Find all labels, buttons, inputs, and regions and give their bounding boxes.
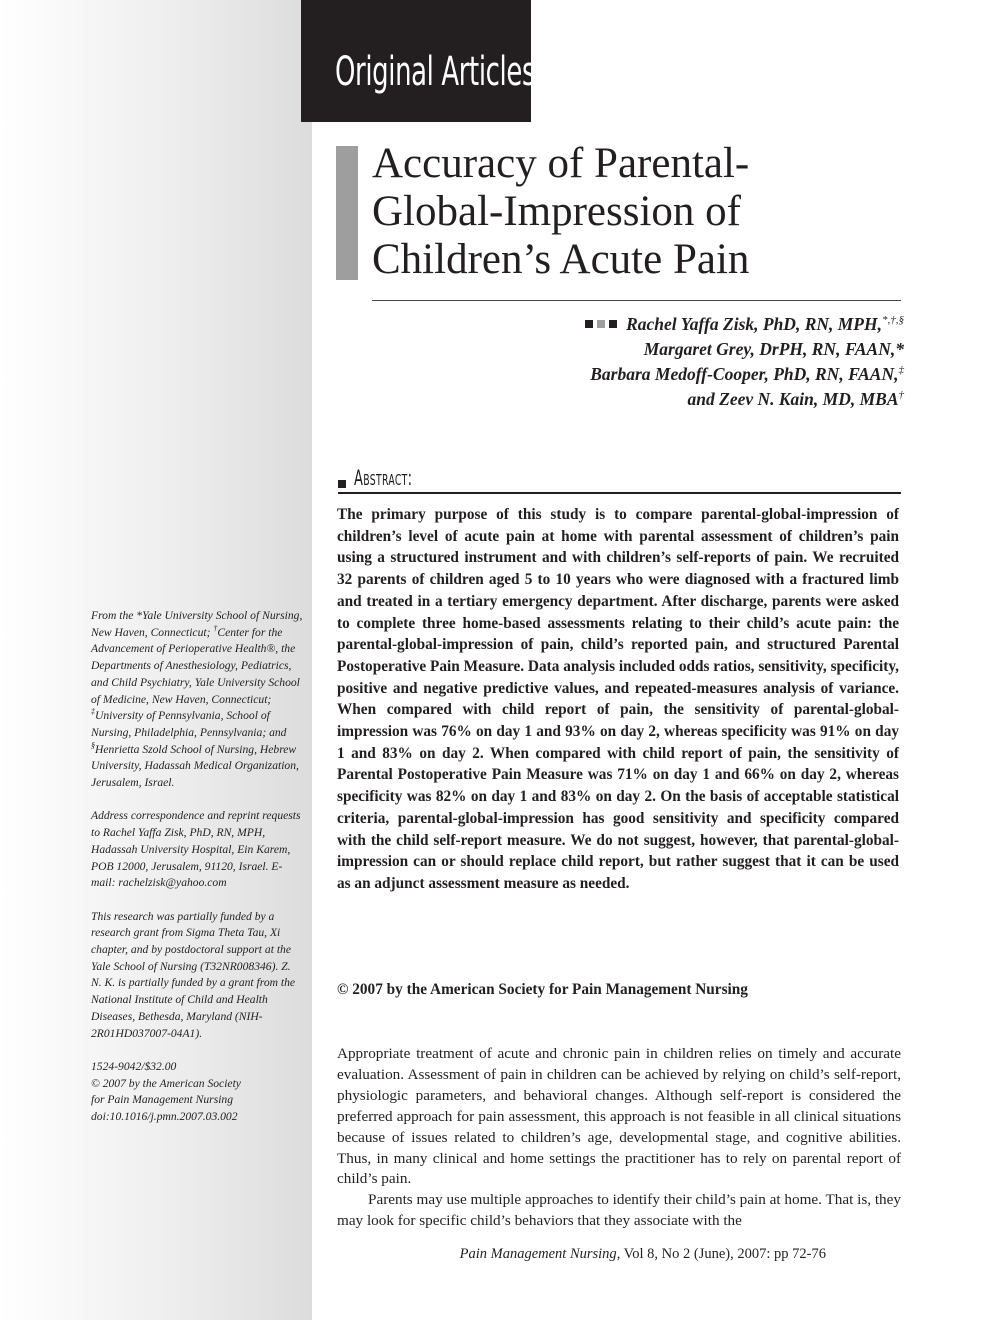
affiliation-mark: § (91, 740, 95, 750)
author-name: Barbara Medoff-Cooper, PhD, RN, FAAN, (590, 364, 899, 384)
bullet-square-icon (609, 320, 617, 328)
citation: , Vol 8, No 2 (June), 2007: pp 72-76 (616, 1246, 826, 1262)
copyright-line: © 2007 by the American Society (91, 1076, 241, 1090)
title-line: Global-Impression of (372, 188, 742, 235)
abstract-copyright: © 2007 by the American Society for Pain Management Nursing (337, 981, 748, 998)
abstract-divider (338, 492, 901, 494)
author-name: Margaret Grey, DrPH, RN, FAAN,* (643, 339, 904, 359)
title-accent-bar (336, 146, 358, 280)
bullet-square-icon (338, 480, 346, 488)
abstract-heading: Abstract: (354, 466, 413, 490)
issn-line: 1524-9042/$32.00 (91, 1059, 177, 1073)
affiliation-text: University of Pennsylvania, School of Nursing, Philadelphia, Pennsylvania; and (91, 709, 287, 739)
section-banner (301, 0, 536, 122)
author-marks: ‡ (898, 364, 904, 377)
author-marks: *,†,§ (882, 314, 904, 327)
journal-name: Pain Management Nursing (459, 1246, 617, 1262)
author-line (585, 312, 904, 337)
affiliation-text: From the *Yale University School of Nursing, New Haven, Connecticut; (91, 609, 303, 639)
sidebar-notes (91, 608, 303, 1126)
article-title (372, 140, 912, 284)
affiliation-mark: ‡ (91, 707, 95, 717)
body-paragraph: Parents may use multiple approaches to identify their child’s pain at home. That is, they may look for specific child’s behaviors that they associate with the (337, 1191, 901, 1230)
bullet-square-icon (585, 320, 593, 328)
correspondence-note: Address correspondence and reprint requests to Rachel Yaffa Zisk, PhD, RN, MPH, Hadassah University Hospital, Ein Karem, POB 12000, Jerusalem, 91120, Israel. E-mail: rachelzisk@yahoo.com (91, 809, 301, 890)
doi-line: doi:10.1016/j.pmn.2007.03.002 (91, 1110, 238, 1124)
bullet-square-icon (597, 320, 605, 328)
title-line: Accuracy of Parental- (372, 140, 750, 187)
affiliations (91, 608, 303, 792)
body-paragraph: Appropriate treatment of acute and chronic pain in children relies on timely and accurate evaluation. Assessment of pain in children can be achieved by relying on child’s self-report, physiologic parameters, and behavioral changes. Although self-report is considered the preferred approach for pain assessment, this approach is not feasible in all clinical situations because of issues related to children’s age, developmental stage, and cognitive abilities. Thus, in many clinical and home settings the practitioner has to rely on parental report of child’s pain. (337, 1045, 901, 1188)
copyright-line: for Pain Management Nursing (91, 1093, 234, 1107)
funding-note: This research was partially funded by a research grant from Sigma Theta Tau, Xi chapter, and by postdoctoral support at the Yale School of Nursing (T32NR008346). Z. N. K. is partially funded by a grant from the National Institute of Child and Health Diseases, Bethesda, Maryland (NIH-2R01HD037007-04A1). (91, 909, 296, 1040)
author-line (585, 337, 904, 362)
affiliation-mark: † (213, 623, 218, 633)
author-name: and Zeev N. Kain, MD, MBA (687, 389, 899, 409)
article-body (337, 1044, 901, 1232)
title-line: Children’s Acute Pain (372, 236, 750, 283)
section-label: Original Articles (335, 49, 536, 95)
page-footer (460, 1246, 826, 1263)
author-marks: † (898, 389, 904, 402)
abstract-header (338, 466, 901, 492)
affiliation-text: Henrietta Szold School of Nursing, Hebrew University, Hadassah Medical Organization, Jerusalem, Israel. (91, 742, 299, 790)
affiliation-text: Center for the Advancement of Perioperative Health®, the Departments of Anesthesiology, Pediatrics, and Child Psychiatry, Yale University School of Medicine, New Haven, Connecticut; (91, 625, 300, 706)
abstract-text: The primary purpose of this study is to compare parental-global-impression of children’s level of acute pain at home with parental assessment of children’s pain using a structured instrument and with children’s self-reports of pain. We recruited 32 parents of children aged 5 to 10 years who were diagnosed with a fractured limb and treated in a tertiary emergency department. After discharge, parents were asked to complete three home-based assessments relating to their child’s acute pain: the parental-global-impression of pain, child’s reported pain, and structured Parental Postoperative Pain Measure. Data analysis included odds ratios, sensitivity, specificity, positive and negative predictive values, and repeated-measures analysis of variance. When compared with child report of pain, the sensitivity of parental-global-impression was 76% on day 1 and 93% on day 2, whereas specificity was 91% on day 1 and 83% on day 2. When compared with child report of pain, the sensitivity of Parental Postoperative Pain Measure was 71% on day 1 and 66% on day 2, whereas specificity was 82% on day 1 and 83% on day 2. On the basis of acceptable statistical criteria, parental-global-impression has good sensitivity and specificity compared with the child self-report measure. We do not suggest, however, that parental-global-impression can or should replace child report, but rather suggest that it can be used as an adjunct assessment measure as needed. (337, 506, 899, 892)
article-info (91, 1059, 303, 1126)
title-divider (372, 300, 901, 301)
author-name: Rachel Yaffa Zisk, PhD, RN, MPH, (626, 314, 882, 334)
author-list (585, 312, 904, 412)
author-line (585, 362, 904, 387)
author-line (585, 387, 904, 412)
